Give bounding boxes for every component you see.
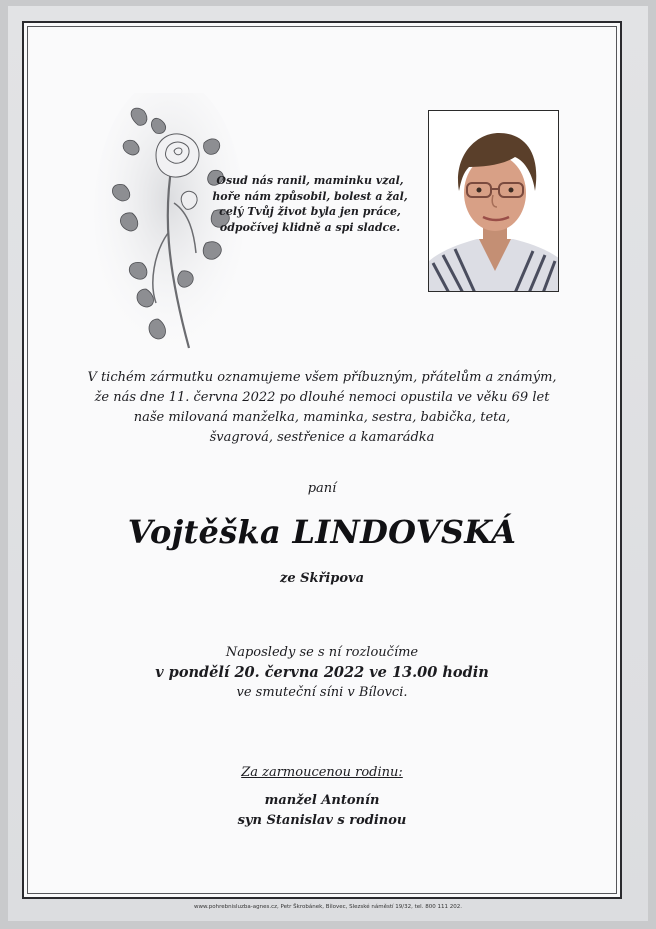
poem-line: Osud nás ranil, maminku vzal, bbox=[216, 174, 404, 187]
deceased-name: Vojtěška LINDOVSKÁ bbox=[127, 513, 517, 551]
funeral-place: ve smuteční síni v Bílovci. bbox=[236, 685, 408, 700]
announcement-line: že nás dne 11. června 2022 po dlouhé nemoci opustila ve věku 69 let bbox=[94, 390, 550, 405]
mourners-heading: Za zarmoucenou rodinu: bbox=[241, 765, 403, 780]
poem-line: celý Tvůj život byla jen práce, bbox=[219, 205, 401, 218]
deceased-origin: ze Skřipova bbox=[279, 571, 365, 586]
rose-blossom bbox=[156, 134, 199, 177]
footer-imprint: www.pohrebnisluzba-agnes.cz, Petr Škrobánek, Bílovec, Slezské náměstí 19/32, tel. 800 111 202. bbox=[194, 904, 462, 910]
portrait-image bbox=[429, 111, 559, 292]
funeral-info bbox=[24, 643, 620, 703]
mourner-name: manžel Antonín bbox=[264, 793, 380, 808]
mourners bbox=[24, 763, 620, 831]
mourning-frame bbox=[22, 21, 622, 899]
announcement-line: naše milovaná manželka, maminka, sestra, babička, teta, bbox=[133, 410, 511, 425]
announcement-line: švagrová, sestřenice a kamarádka bbox=[209, 430, 435, 445]
portrait-photo bbox=[428, 110, 559, 292]
funeral-intro: Naposledy se s ní rozloučíme bbox=[225, 645, 419, 660]
announcement-line: V tichém zármutku oznamujeme všem příbuzným, přátelům a známým, bbox=[87, 370, 557, 385]
poem-line: odpočívej klidně a spi sladce. bbox=[219, 220, 401, 234]
honorific: paní bbox=[307, 481, 337, 496]
poem bbox=[200, 173, 420, 235]
poem-line: hoře nám způsobil, bolest a žal, bbox=[212, 189, 408, 203]
mourner-name: syn Stanislav s rodinou bbox=[237, 813, 407, 828]
announcement bbox=[24, 368, 620, 448]
funeral-datetime: v pondělí 20. června 2022 ve 13.00 hodin bbox=[155, 664, 489, 681]
